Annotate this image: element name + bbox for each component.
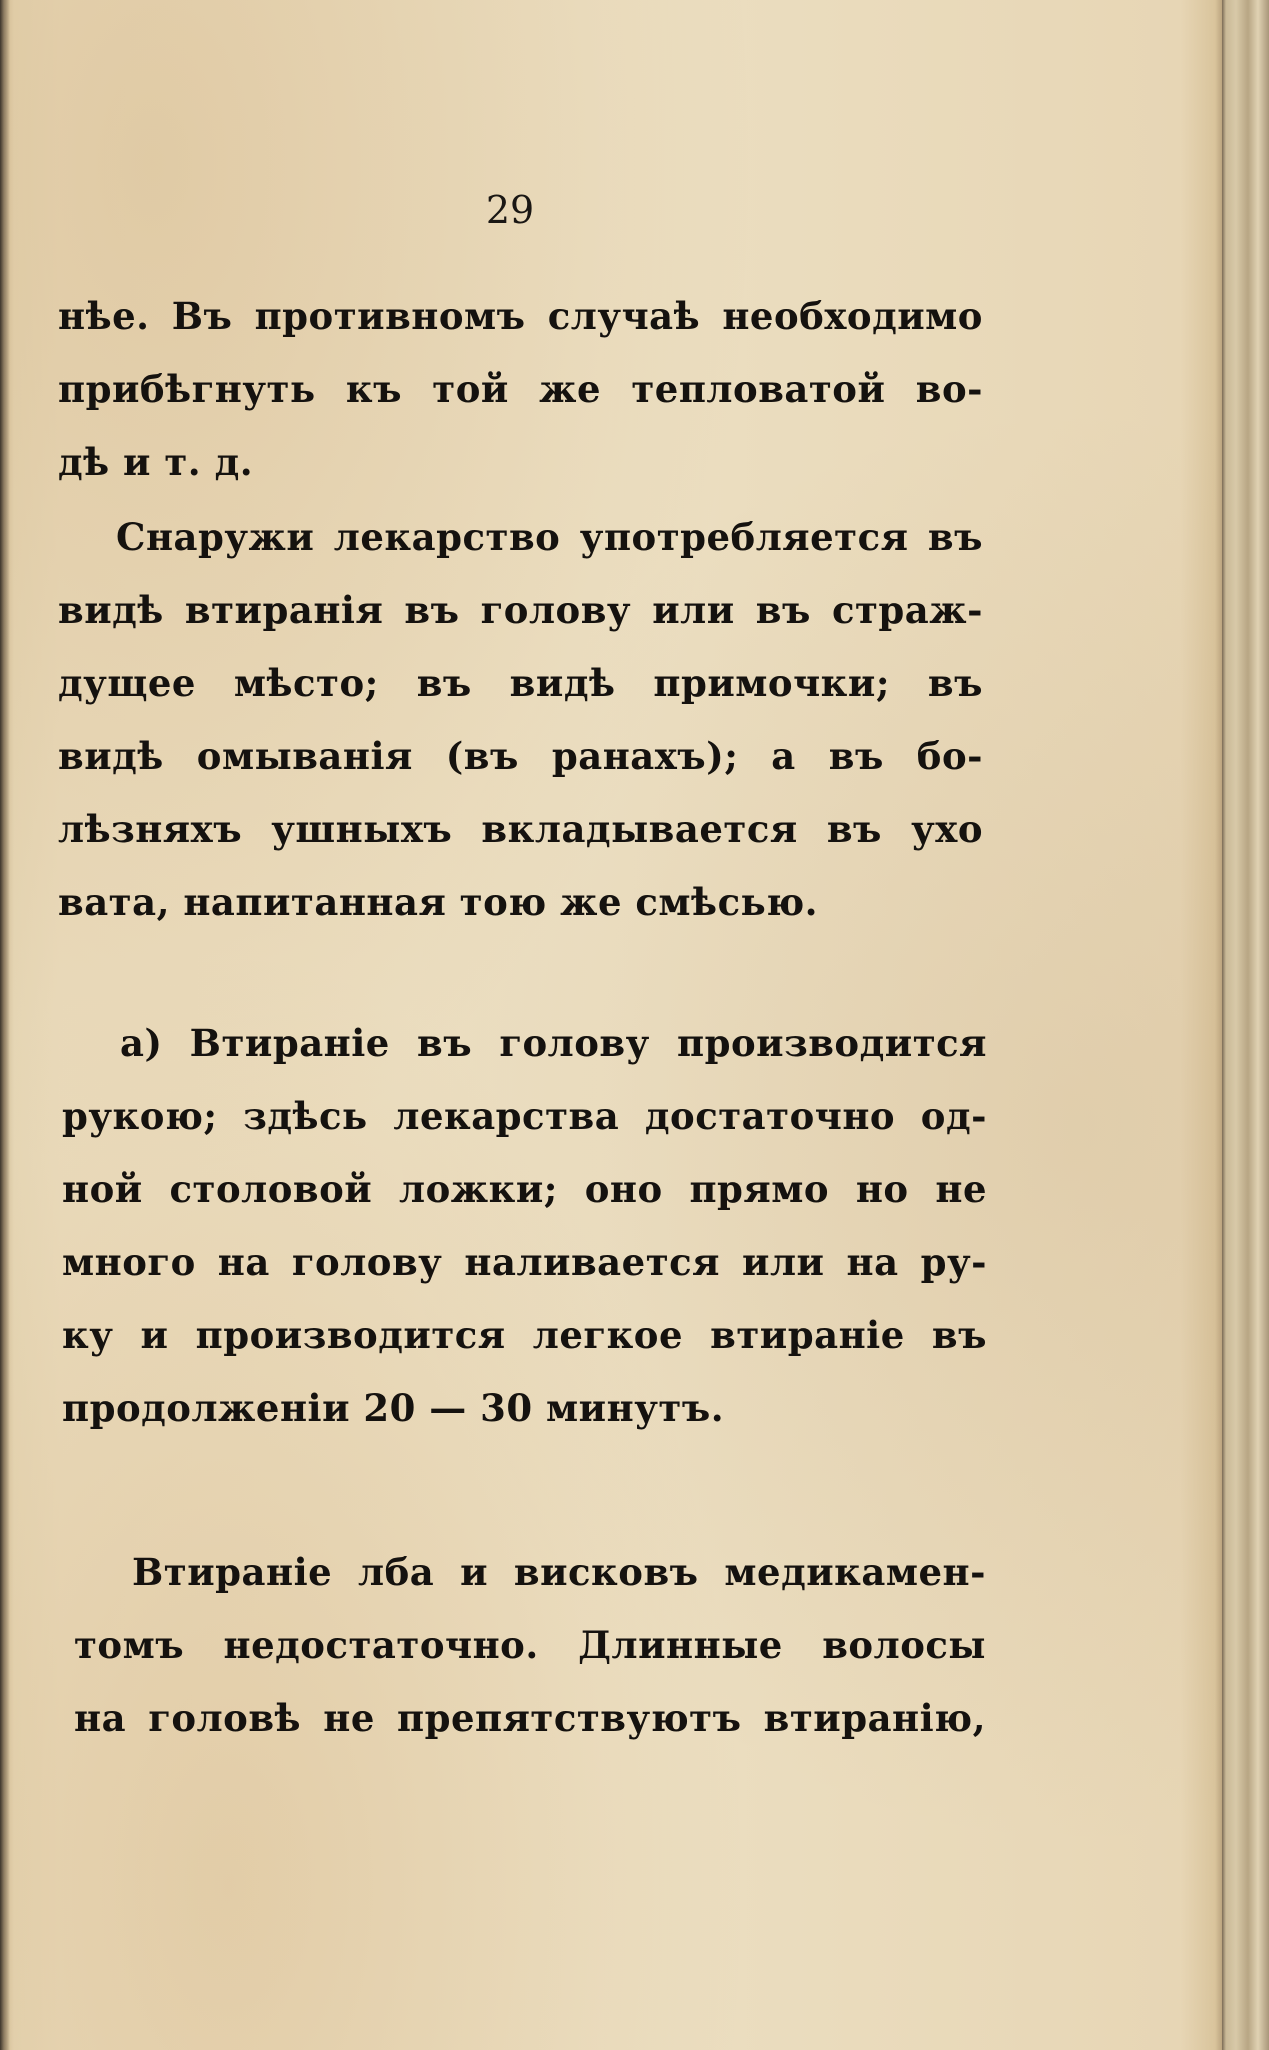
paragraph-2 (58, 501, 983, 939)
text-line: дущее мѣсто; въ видѣ примочки; въ (58, 661, 983, 705)
text-line: рукою; здѣсь лекарства достаточно од- (62, 1094, 987, 1138)
text-line: а) Втираніе въ голову производится (120, 1021, 987, 1065)
text-line: Снаружи лекарство употребляется въ (116, 515, 983, 559)
text-line: видѣ втиранія въ голову или въ страж- (58, 588, 983, 632)
text-line: нѣе. Въ противномъ случаѣ необходимо (58, 294, 983, 338)
page-left-edge (0, 0, 10, 2050)
text-line: ку и производится легкое втираніе въ (62, 1313, 987, 1357)
text-line: видѣ омыванія (въ ранахъ); а въ бо- (58, 734, 983, 778)
page-number: 29 (485, 188, 535, 232)
text-line: Втираніе лба и висковъ медикамен- (132, 1550, 986, 1594)
text-line: вата, напитанная тою же смѣсью. (58, 880, 819, 924)
text-line: ной столовой ложки; оно прямо но не (62, 1167, 987, 1211)
text-line: на головѣ не препятствуютъ втиранію, (74, 1696, 986, 1740)
paragraph-3 (62, 1007, 987, 1445)
text-line: лѣзняхъ ушныхъ вкладывается въ ухо (58, 807, 983, 851)
page-right-edge (1222, 0, 1269, 2050)
text-line: много на голову наливается или на ру- (62, 1240, 987, 1284)
text-line: прибѣгнуть къ той же тепловатой во- (58, 367, 983, 411)
text-line: продолженіи 20 — 30 минутъ. (62, 1386, 725, 1430)
paragraph-4 (74, 1536, 986, 1755)
paragraph-1 (58, 280, 983, 499)
text-line: томъ недостаточно. Длинные волосы (74, 1623, 986, 1667)
text-line: дѣ и т. д. (58, 440, 254, 484)
